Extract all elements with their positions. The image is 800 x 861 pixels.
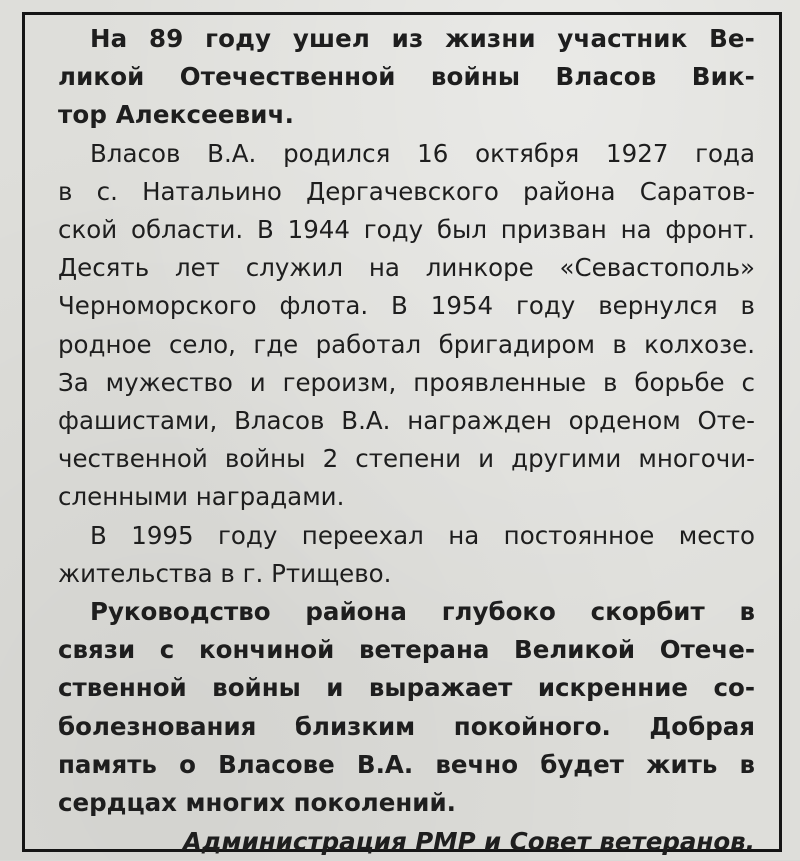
body-line: Черноморского флота. В 1954 году вернулся в <box>58 291 755 321</box>
body-line: Власов В.А. родился 16 октября 1927 года <box>90 138 755 168</box>
condolence-line: память о Власове В.А. вечно будет жить в <box>58 749 755 779</box>
headline-line: На 89 году ушел из жизни участник Ве- <box>90 24 755 53</box>
condolence-line: связи с кончиной ветерана Великой Отече- <box>58 635 755 665</box>
body-line: родное село, где работал бригадиром в колхозе. <box>58 329 755 359</box>
body-line: За мужество и героизм, проявленные в борьбе с <box>58 367 755 397</box>
body-line: ской области. В 1944 году был призван на фронт. <box>58 215 755 245</box>
relocation-paragraph <box>58 517 755 593</box>
obituary-notice <box>58 20 755 861</box>
condolence-line: Руководство района глубоко скорбит в <box>90 597 755 627</box>
condolence-line: ственной войны и выражает искренние со- <box>58 673 755 703</box>
signature: Администрация РМР и Совет ветеранов. <box>182 827 755 857</box>
headline-line: тор Алексеевич. <box>58 100 295 130</box>
body-line: жительства в г. Ртищево. <box>58 558 392 588</box>
body-line: фашистами, Власов В.А. награжден орденом Оте- <box>58 406 755 436</box>
condolence-line: болезнования близким покойного. Добрая <box>58 711 755 741</box>
body-line: в с. Натальино Дергачевского района Саратов- <box>58 176 755 206</box>
body-line: Десять лет служил на линкоре «Севастополь» <box>58 253 755 283</box>
body-line: чественной войны 2 степени и другими многочи- <box>58 444 755 474</box>
biography-paragraph <box>58 135 755 517</box>
body-line: В 1995 году переехал на постоянное место <box>90 520 755 550</box>
condolence-paragraph <box>58 593 755 822</box>
body-line: сленными наградами. <box>58 482 345 512</box>
condolence-line: сердцах многих поколений. <box>58 788 456 818</box>
headline-line: ликой Отечественной войны Власов Вик- <box>58 62 755 92</box>
obituary-headline <box>58 20 755 135</box>
